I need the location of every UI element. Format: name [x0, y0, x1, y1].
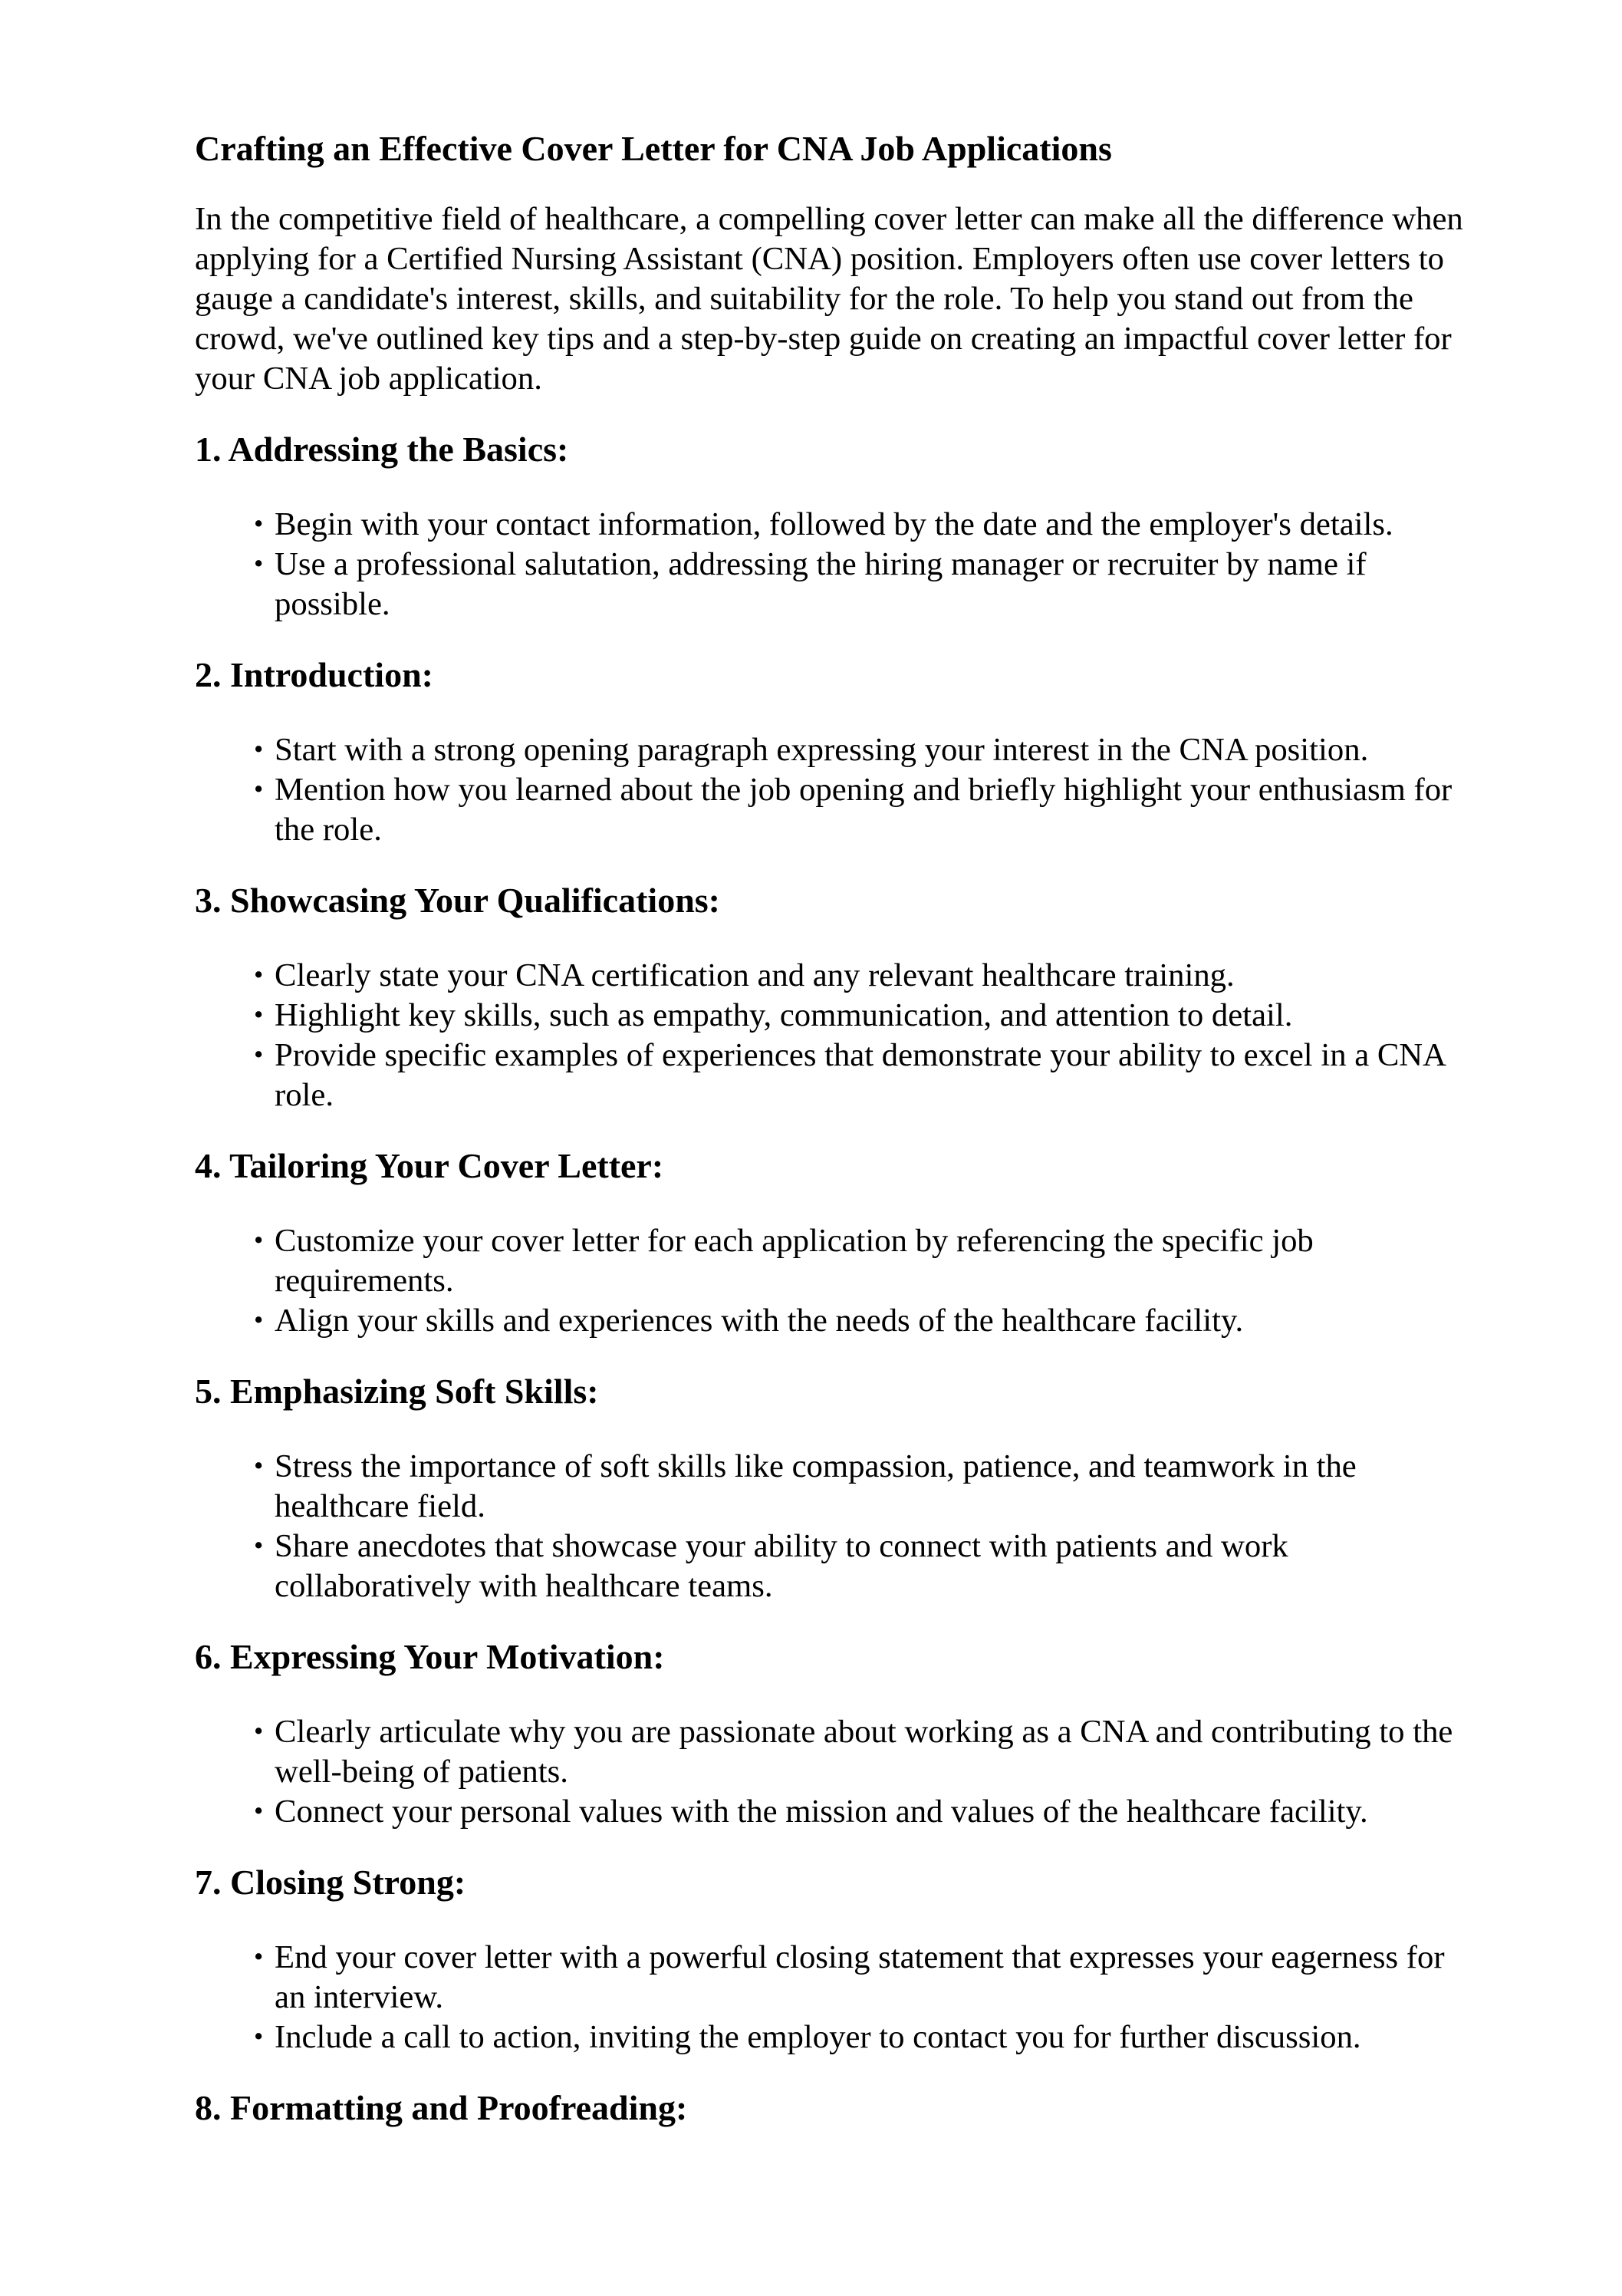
- bullet-item: [254, 1527, 1472, 1606]
- section-showcasing-your-qualifications: [195, 879, 1472, 1115]
- section-heading: 2. Introduction:: [195, 655, 433, 694]
- bullet-icon: •: [254, 1451, 264, 1481]
- bullet-item: [254, 996, 1472, 1036]
- bullet-item: [254, 730, 1472, 770]
- bullet-text: Align your skills and experiences with the needs of the healthcare facility.: [275, 1303, 1244, 1339]
- bullet-text: Customize your cover letter for each application by referencing the specific job requirements.: [275, 1223, 1314, 1299]
- bullet-icon: •: [254, 734, 264, 764]
- bullet-list: [195, 1221, 1472, 1341]
- bullet-list: [195, 1447, 1472, 1606]
- bullet-item: [254, 1221, 1472, 1301]
- bullet-item: [254, 1792, 1472, 1832]
- bullet-text: Stress the importance of soft skills like compassion, patience, and teamwork in the healthcare field.: [275, 1448, 1357, 1524]
- bullet-icon: •: [254, 509, 264, 539]
- bullet-text: Connect your personal values with the mission and values of the healthcare facility.: [275, 1794, 1368, 1830]
- section-emphasizing-soft-skills: [195, 1370, 1472, 1606]
- bullet-text: Include a call to action, inviting the employer to contact you for further discussion.: [275, 2019, 1361, 2055]
- section-heading: 3. Showcasing Your Qualifications:: [195, 881, 720, 920]
- bullet-icon: •: [254, 1305, 264, 1335]
- bullet-item: [254, 1938, 1472, 2018]
- bullet-item: [254, 2018, 1472, 2057]
- section-expressing-your-motivation: [195, 1636, 1472, 1832]
- bullet-item: [254, 1712, 1472, 1792]
- section-heading: 1. Addressing the Basics:: [195, 430, 569, 469]
- bullet-icon: •: [254, 1716, 264, 1746]
- bullet-icon: •: [254, 1530, 264, 1560]
- section-formatting-and-proofreading: [195, 2087, 1472, 2130]
- section-heading: 6. Expressing Your Motivation:: [195, 1637, 665, 1676]
- bullet-item: [254, 1447, 1472, 1527]
- bullet-icon: •: [254, 548, 264, 578]
- bullet-icon: •: [254, 1796, 264, 1826]
- bullet-item: [254, 505, 1472, 545]
- bullet-list: [195, 505, 1472, 624]
- bullet-text: Use a professional salutation, addressing the hiring manager or recruiter by name if possible.: [275, 546, 1367, 622]
- bullet-icon: •: [254, 2021, 264, 2051]
- bullet-list: [195, 1938, 1472, 2057]
- bullet-text: Highlight key skills, such as empathy, communication, and attention to detail.: [275, 997, 1293, 1033]
- bullet-text: Begin with your contact information, followed by the date and the employer's details.: [275, 506, 1393, 542]
- bullet-list: [195, 1712, 1472, 1832]
- bullet-icon: •: [254, 960, 264, 990]
- bullet-text: End your cover letter with a powerful closing statement that expresses your eagerness for an interview.: [275, 1939, 1445, 2015]
- section-tailoring-your-cover-letter: [195, 1145, 1472, 1341]
- section-heading: 4. Tailoring Your Cover Letter:: [195, 1146, 664, 1185]
- bullet-list: [195, 956, 1472, 1115]
- bullet-icon: •: [254, 1225, 264, 1255]
- section-heading: 8. Formatting and Proofreading:: [195, 2088, 688, 2127]
- section-closing-strong: [195, 1861, 1472, 2057]
- section-heading: 5. Emphasizing Soft Skills:: [195, 1372, 599, 1411]
- bullet-icon: •: [254, 774, 264, 804]
- bullet-item: [254, 956, 1472, 996]
- bullet-text: Start with a strong opening paragraph expressing your interest in the CNA position.: [275, 732, 1369, 768]
- bullet-text: Mention how you learned about the job opening and briefly highlight your enthusiasm for the role.: [275, 772, 1453, 848]
- bullet-text: Clearly articulate why you are passionate about working as a CNA and contributing to the well-being of patients.: [275, 1714, 1453, 1790]
- bullet-item: [254, 1301, 1472, 1341]
- document-title: Crafting an Effective Cover Letter for CNA Job Applications: [195, 129, 1112, 168]
- bullet-item: [254, 545, 1472, 624]
- bullet-icon: •: [254, 1942, 264, 1972]
- bullet-item: [254, 1036, 1472, 1115]
- bullet-text: Share anecdotes that showcase your ability to connect with patients and work collaboratively with healthcare teams.: [275, 1528, 1288, 1604]
- bullet-text: Clearly state your CNA certification and any relevant healthcare training.: [275, 957, 1235, 993]
- section-heading: 7. Closing Strong:: [195, 1863, 466, 1902]
- intro-paragraph: In the competitive field of healthcare, a compelling cover letter can make all the difference when applying for a Certified Nursing Assistant (CNA) position. Employers often use cover letters to gauge a candidate's interest, skills, and suitability for the role. To help you stand out from the crowd, we've outlined key tips and a step-by-step guide on creating an impactful cover letter for your CNA job application.: [195, 201, 1463, 397]
- bullet-icon: •: [254, 1000, 264, 1029]
- bullet-item: [254, 770, 1472, 850]
- bullet-icon: •: [254, 1039, 264, 1069]
- section-addressing-the-basics: [195, 428, 1472, 624]
- bullet-list: [195, 730, 1472, 850]
- section-introduction: [195, 654, 1472, 850]
- bullet-text: Provide specific examples of experiences that demonstrate your ability to excel in a CNA role.: [275, 1037, 1445, 1113]
